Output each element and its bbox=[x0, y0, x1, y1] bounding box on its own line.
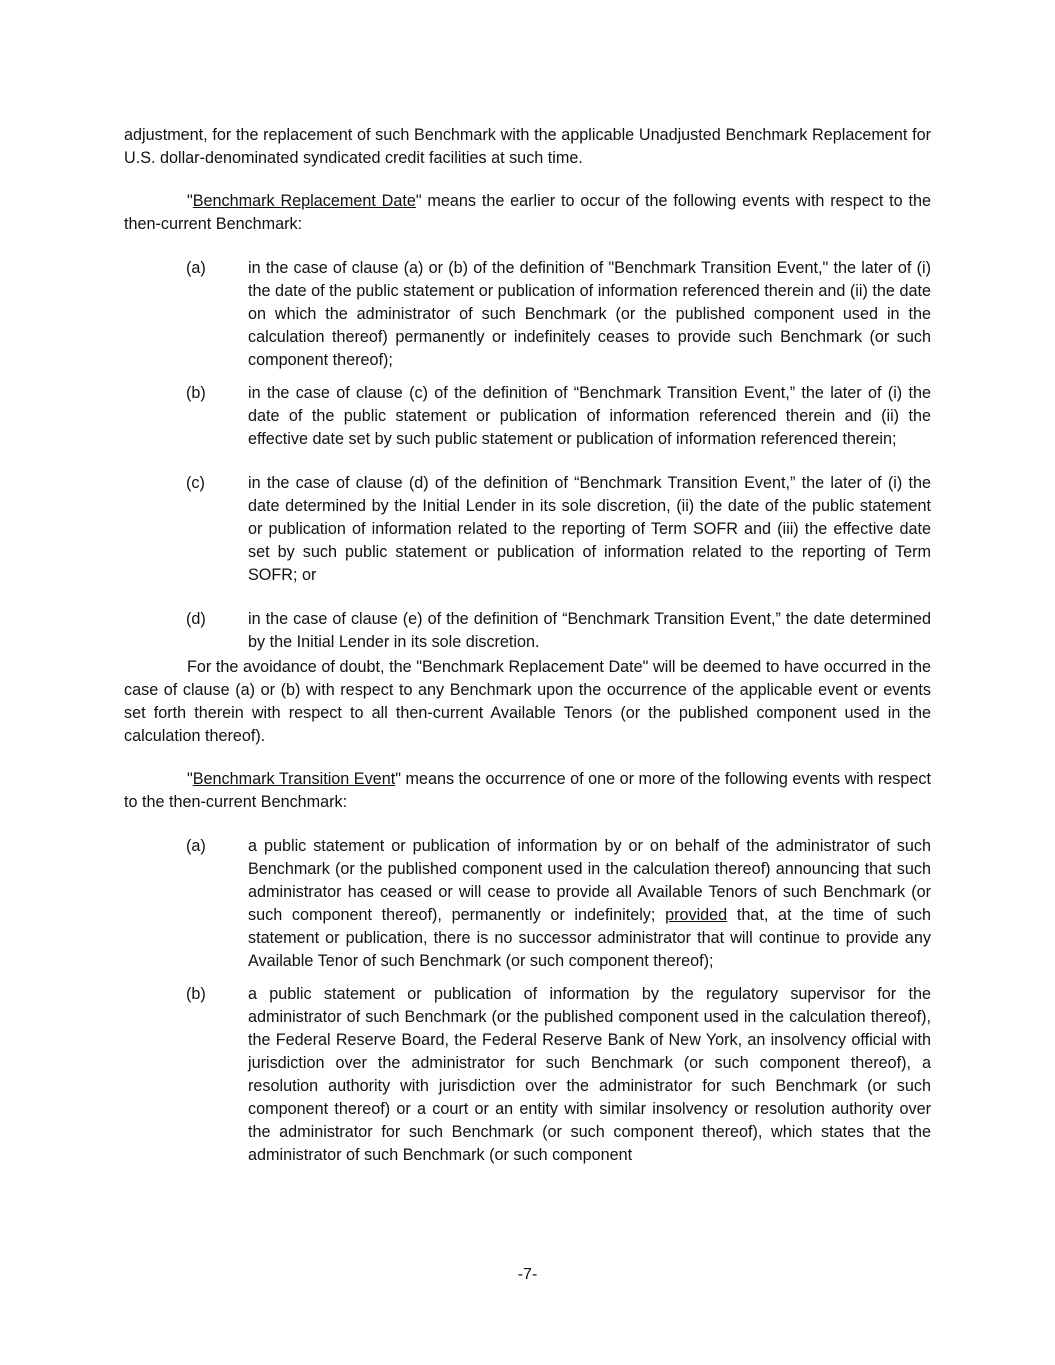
list-item bbox=[186, 472, 931, 587]
list-item bbox=[186, 983, 931, 1167]
list-item bbox=[186, 382, 931, 451]
item-text: in the case of clause (a) or (b) of the definition of "Benchmark Transition Event," the later of (i) the date of the public statement or publication of information referenced therein and (ii) the date on which the administrator of such Benchmark (or the published component used in the calculation thereof) permanently or indefinitely ceases to provide such Benchmark (or such component thereof); bbox=[248, 259, 931, 369]
item-label: (c) bbox=[186, 474, 205, 492]
item-text: in the case of clause (d) of the definition of “Benchmark Transition Event,” the later of (i) the date determined by the Initial Lender in its sole discretion, (ii) the date of the public statement or publication of information related to the reporting of Term SOFR and (iii) the effective date set by such public statement or publication of information related to the reporting of Term SOFR; or bbox=[248, 474, 931, 584]
definition-text: " means the earlier to occur of the following events with respect to the then-current Benchmark: bbox=[124, 192, 931, 233]
defined-term-benchmark-transition-event: Benchmark Transition Event bbox=[192, 770, 396, 788]
transition-event-definition bbox=[124, 768, 931, 814]
page-number: -7- bbox=[517, 1266, 538, 1283]
item-text-after: that, at the time of such statement or publication, there is no successor administrator that will continue to provide any Available Tenor of such Benchmark (or such component thereof); bbox=[248, 906, 932, 970]
item-text-before: a public statement or publication of information by or on behalf of the administrator of such Benchmark (or the published component used in the calculation thereof) announcing that such administrator has ceased or will cease to provide all Available Tenors of such Benchmark (or such component thereof), permanently or indefinitely; bbox=[248, 837, 931, 924]
item-label: (b) bbox=[186, 985, 206, 1003]
list-item bbox=[186, 257, 931, 372]
quote-mark: " bbox=[187, 192, 193, 210]
replacement-date-definition bbox=[124, 190, 931, 236]
item-text: in the case of clause (c) of the definition of “Benchmark Transition Event,” the later of (i) the date of the public statement or publication of information referenced therein and (ii) the effective date set by such public statement or publication of information referenced therein; bbox=[248, 384, 931, 448]
definition-text: " means the occurrence of one or more of the following events with respect to the then-current Benchmark: bbox=[124, 770, 931, 811]
item-label: (b) bbox=[186, 384, 206, 402]
intro-paragraph: adjustment, for the replacement of such Benchmark with the applicable Unadjusted Benchmark Replacement for U.S. dollar-denominated syndicated credit facilities at such time. bbox=[124, 126, 931, 167]
item-text bbox=[248, 835, 931, 973]
list-item bbox=[186, 608, 931, 654]
quote-mark: " bbox=[187, 770, 193, 788]
provided-term: provided bbox=[665, 906, 728, 924]
avoidance-paragraph: For the avoidance of doubt, the "Benchmark Replacement Date" will be deemed to have occurred in the case of clause (a) or (b) with respect to any Benchmark upon the occurrence of the applicable event or events set forth therein with respect to all then-current Available Tenors (or the published component used in the calculation thereof). bbox=[124, 658, 931, 745]
item-text: in the case of clause (e) of the definition of “Benchmark Transition Event,” the date determined by the Initial Lender in its sole discretion. bbox=[248, 610, 931, 651]
item-label: (a) bbox=[186, 259, 206, 277]
item-label: (d) bbox=[186, 610, 206, 628]
list-item bbox=[186, 835, 931, 973]
defined-term-benchmark-replacement-date: Benchmark Replacement Date bbox=[192, 192, 416, 210]
document-page bbox=[124, 124, 931, 1167]
item-text: a public statement or publication of information by the regulatory supervisor for the administrator of such Benchmark (or the published component used in the calculation thereof), the Federal Reserve Board, the Federal Reserve Bank of New York, an insolvency official with jurisdiction over the administrator for such Benchmark (or such component thereof), a resolution authority with jurisdiction over the administrator for such Benchmark (or such component thereof) or a court or an entity with similar insolvency or resolution authority over the administrator for such Benchmark (or such component thereof), which states that the administrator of such Benchmark (or such component bbox=[248, 985, 931, 1164]
item-label: (a) bbox=[186, 837, 206, 855]
